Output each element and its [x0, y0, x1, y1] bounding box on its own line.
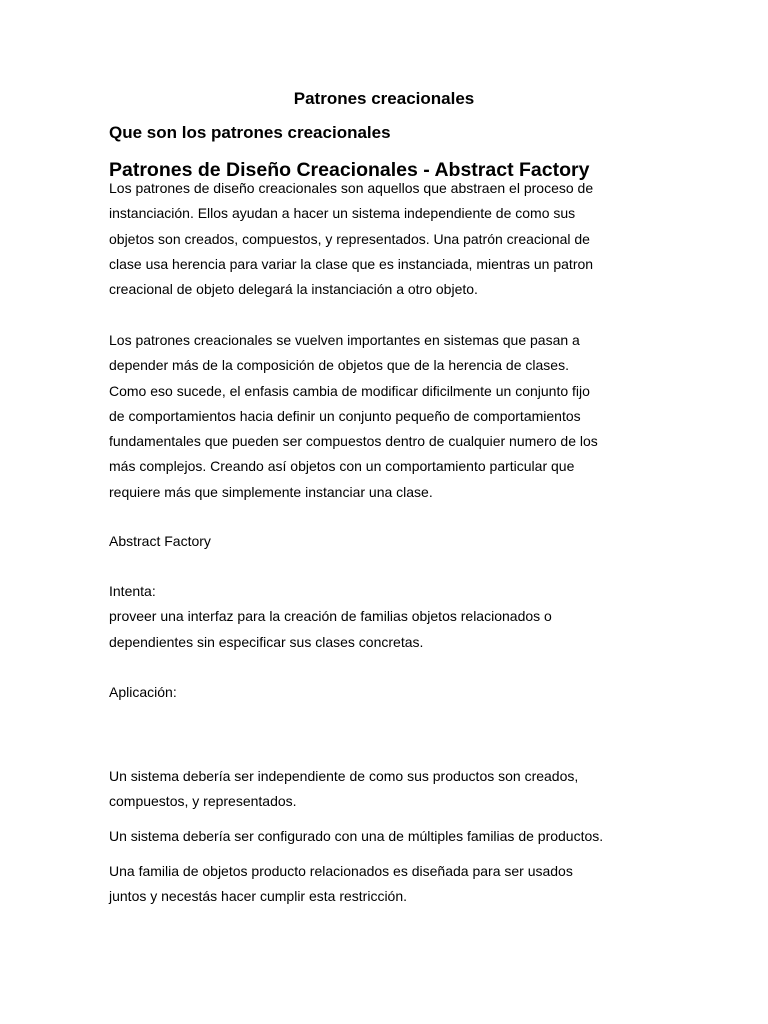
- paragraph-line: instanciación. Ellos ayudan a hacer un sistema independiente de como sus: [109, 205, 576, 222]
- intent-section: [109, 579, 669, 655]
- paragraph-line: Un sistema debería ser configurado con una de múltiples familias de productos.: [109, 828, 604, 844]
- application-item: [109, 824, 669, 849]
- application-label: [109, 680, 669, 705]
- paragraph-line: Los patrones de diseño creacionales son aquellos que abstraen el proceso de: [109, 180, 594, 196]
- paragraph-line: requiere más que simplemente instanciar una clase.: [109, 483, 433, 500]
- intent-label: Intenta:: [109, 583, 156, 599]
- paragraph-line: Los patrones creacionales se vuelven importantes en sistemas que pasan a: [109, 332, 580, 348]
- paragraph-line: compuestos, y representados.: [109, 793, 297, 810]
- paragraph-line: creacional de objeto delegará la instanciación a otro objeto.: [109, 281, 478, 298]
- paragraph-line: Una familia de objetos producto relacionados es diseñada para ser usados: [109, 863, 573, 879]
- paragraph-importance: [109, 328, 669, 505]
- section-heading: Patrones de Diseño Creacionales - Abstract Factory: [109, 159, 590, 181]
- paragraph-line: Un sistema debería ser independiente de como sus productos son creados,: [109, 768, 579, 784]
- paragraph-line: Abstract Factory: [109, 533, 211, 549]
- document-subtitle: Que son los patrones creacionales: [109, 123, 391, 142]
- paragraph-line: clase usa herencia para variar la clase que es instanciada, mientras un patron: [109, 255, 594, 272]
- application-item: [109, 764, 669, 815]
- document-title: Patrones creacionales: [293, 89, 475, 108]
- paragraph-line: juntos y necestás hacer cumplir esta restricción.: [109, 888, 408, 905]
- paragraph-line: de comportamientos hacia definir un conjunto pequeño de comportamientos: [109, 407, 581, 424]
- paragraph-line: objetos son creados, compuestos, y representados. Una patrón creacional de: [109, 230, 590, 247]
- paragraph-line: más complejos. Creando así objetos con un comportamiento particular que: [109, 458, 575, 475]
- abstract-factory-label: [109, 529, 669, 554]
- paragraph-line: fundamentales que pueden ser compuestos dentro de cualquier numero de los: [109, 433, 598, 450]
- paragraph-line: proveer una interfaz para la creación de familias objetos relacionados o: [109, 608, 552, 625]
- paragraph-line: dependientes sin especificar sus clases concretas.: [109, 633, 424, 650]
- paragraph-intro: [109, 176, 669, 302]
- application-item: [109, 859, 669, 910]
- paragraph-line: Como eso sucede, el enfasis cambia de modificar dificilmente un conjunto fijo: [109, 382, 590, 399]
- paragraph-line: Aplicación:: [109, 684, 177, 700]
- paragraph-line: depender más de la composición de objetos que de la herencia de clases.: [109, 357, 569, 374]
